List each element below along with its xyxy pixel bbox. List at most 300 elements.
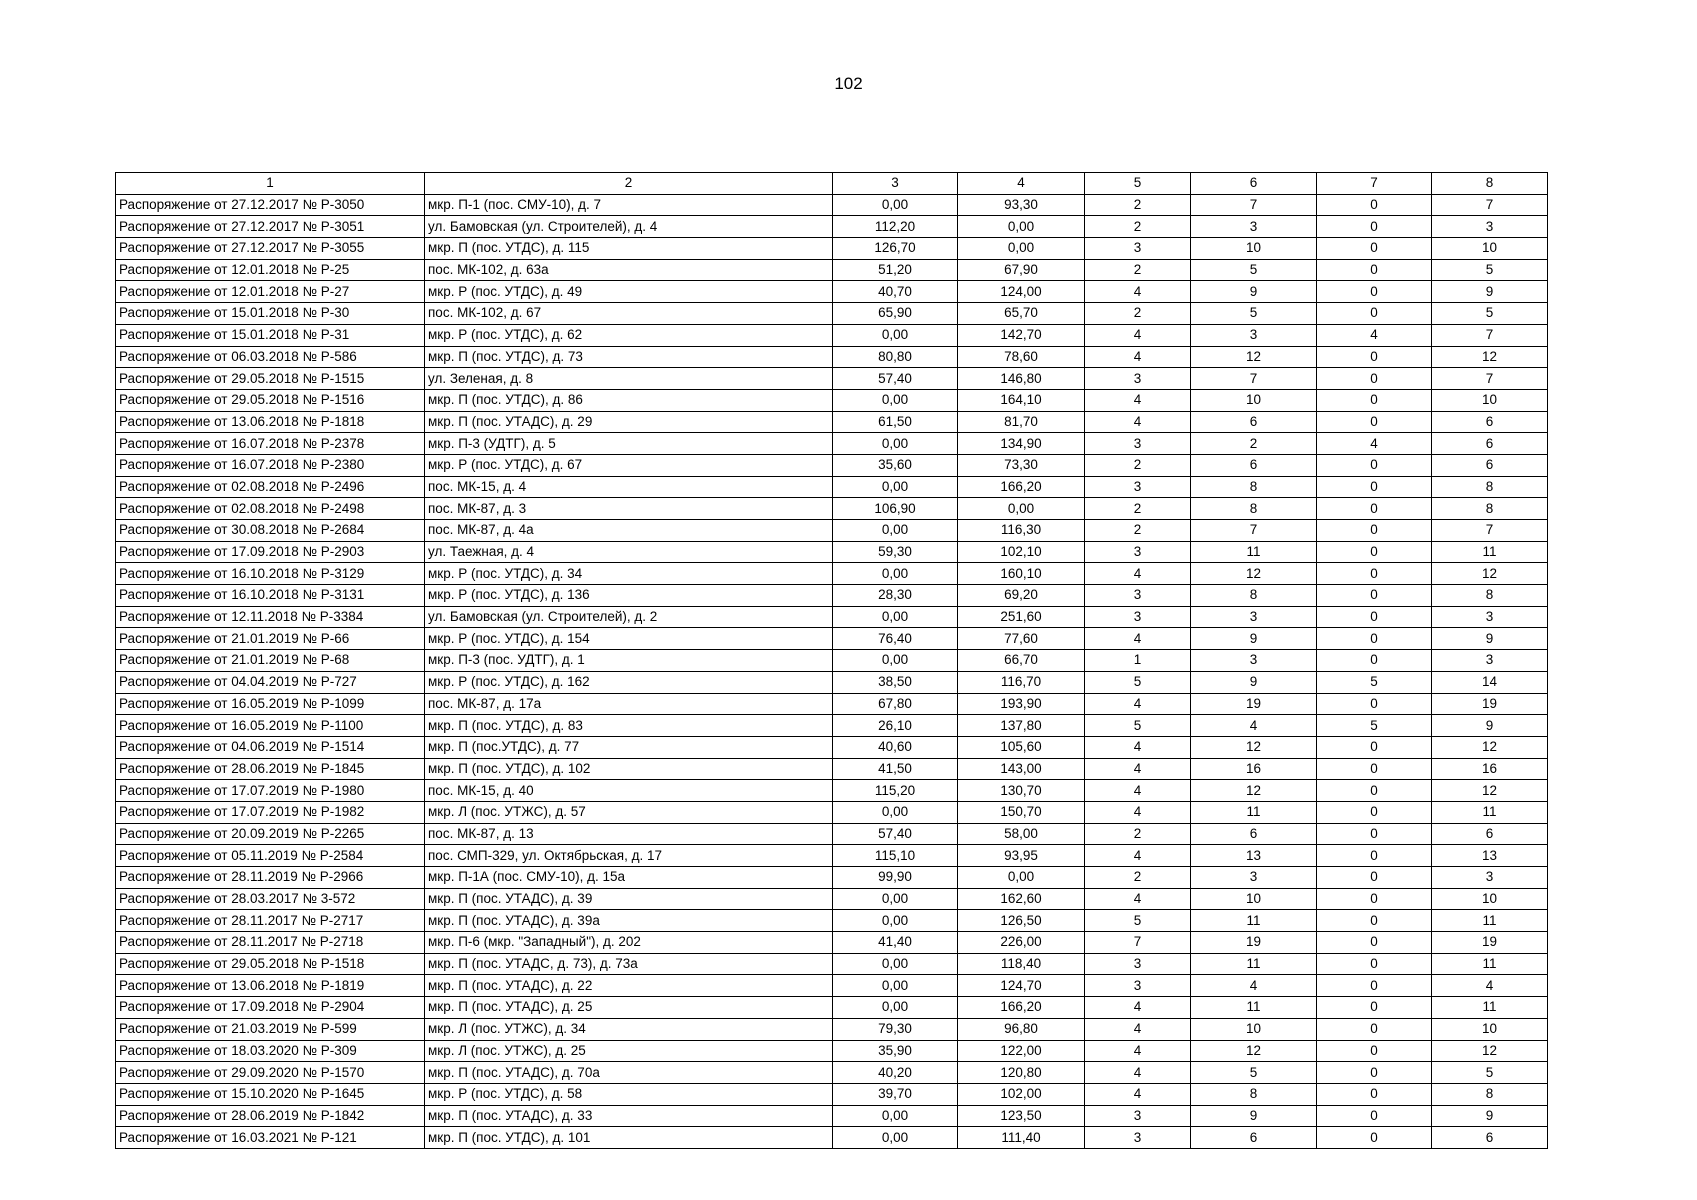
value-cell: 0,00 [833, 888, 958, 910]
count-cell: 11 [1432, 910, 1548, 932]
address-cell: мкр. П (пос. УТАДС), д. 39а [425, 910, 833, 932]
table-row [116, 628, 1548, 650]
value-cell: 57,40 [833, 823, 958, 845]
value-cell: 0,00 [833, 953, 958, 975]
count-cell: 6 [1432, 433, 1548, 455]
count-cell: 3 [1085, 975, 1191, 997]
value-cell: 93,30 [958, 194, 1085, 216]
value-cell: 96,80 [958, 1018, 1085, 1040]
count-cell: 10 [1191, 238, 1317, 260]
count-cell: 5 [1085, 715, 1191, 737]
count-cell: 3 [1085, 585, 1191, 607]
order-cell: Распоряжение от 15.01.2018 № Р-31 [116, 324, 425, 346]
count-cell: 6 [1191, 1127, 1317, 1149]
order-cell: Распоряжение от 27.12.2017 № Р-3050 [116, 194, 425, 216]
column-header: 2 [425, 173, 833, 195]
table-row [116, 715, 1548, 737]
count-cell: 3 [1432, 650, 1548, 672]
count-cell: 0 [1317, 259, 1432, 281]
count-cell: 2 [1085, 520, 1191, 542]
count-cell: 5 [1085, 671, 1191, 693]
count-cell: 12 [1432, 736, 1548, 758]
order-cell: Распоряжение от 15.10.2020 № Р-1645 [116, 1083, 425, 1105]
order-cell: Распоряжение от 12.11.2018 № Р-3384 [116, 606, 425, 628]
table-row [116, 932, 1548, 954]
count-cell: 4 [1085, 1040, 1191, 1062]
count-cell: 11 [1191, 997, 1317, 1019]
address-cell: мкр. П (пос. УТДС), д. 102 [425, 758, 833, 780]
count-cell: 0 [1317, 975, 1432, 997]
count-cell: 2 [1085, 194, 1191, 216]
count-cell: 19 [1432, 932, 1548, 954]
value-cell: 115,20 [833, 780, 958, 802]
count-cell: 8 [1191, 1083, 1317, 1105]
data-table [115, 172, 1548, 1149]
table-row [116, 346, 1548, 368]
value-cell: 150,70 [958, 801, 1085, 823]
value-cell: 59,30 [833, 541, 958, 563]
value-cell: 0,00 [833, 563, 958, 585]
order-cell: Распоряжение от 28.03.2017 № 3-572 [116, 888, 425, 910]
count-cell: 0 [1317, 476, 1432, 498]
value-cell: 58,00 [958, 823, 1085, 845]
value-cell: 69,20 [958, 585, 1085, 607]
order-cell: Распоряжение от 28.06.2019 № Р-1842 [116, 1105, 425, 1127]
column-header: 8 [1432, 173, 1548, 195]
count-cell: 2 [1085, 259, 1191, 281]
value-cell: 166,20 [958, 997, 1085, 1019]
address-cell: мкр. Р (пос. УТДС), д. 162 [425, 671, 833, 693]
value-cell: 65,70 [958, 303, 1085, 325]
count-cell: 0 [1317, 368, 1432, 390]
value-cell: 146,80 [958, 368, 1085, 390]
count-cell: 4 [1085, 563, 1191, 585]
count-cell: 0 [1317, 736, 1432, 758]
order-cell: Распоряжение от 17.07.2019 № Р-1980 [116, 780, 425, 802]
table-row [116, 563, 1548, 585]
value-cell: 162,60 [958, 888, 1085, 910]
order-cell: Распоряжение от 29.05.2018 № Р-1518 [116, 953, 425, 975]
table-row [116, 303, 1548, 325]
count-cell: 3 [1191, 324, 1317, 346]
count-cell: 0 [1317, 303, 1432, 325]
value-cell: 38,50 [833, 671, 958, 693]
order-cell: Распоряжение от 21.01.2019 № Р-68 [116, 650, 425, 672]
table-row [116, 975, 1548, 997]
table-row [116, 238, 1548, 260]
table-row [116, 1018, 1548, 1040]
address-cell: пос. МК-102, д. 63а [425, 259, 833, 281]
value-cell: 81,70 [958, 411, 1085, 433]
value-cell: 102,00 [958, 1083, 1085, 1105]
address-cell: мкр. П-3 (пос. УДТГ), д. 1 [425, 650, 833, 672]
count-cell: 6 [1432, 823, 1548, 845]
value-cell: 0,00 [833, 650, 958, 672]
address-cell: мкр. П-1А (пос. СМУ-10), д. 15а [425, 867, 833, 889]
count-cell: 4 [1191, 975, 1317, 997]
count-cell: 4 [1085, 324, 1191, 346]
order-cell: Распоряжение от 04.04.2019 № Р-727 [116, 671, 425, 693]
count-cell: 13 [1191, 845, 1317, 867]
value-cell: 41,40 [833, 932, 958, 954]
order-cell: Распоряжение от 29.09.2020 № Р-1570 [116, 1062, 425, 1084]
value-cell: 35,60 [833, 454, 958, 476]
count-cell: 0 [1317, 1018, 1432, 1040]
count-cell: 0 [1317, 346, 1432, 368]
count-cell: 8 [1191, 498, 1317, 520]
table-row [116, 585, 1548, 607]
value-cell: 99,90 [833, 867, 958, 889]
count-cell: 4 [1085, 758, 1191, 780]
value-cell: 137,80 [958, 715, 1085, 737]
count-cell: 12 [1432, 346, 1548, 368]
value-cell: 79,30 [833, 1018, 958, 1040]
order-cell: Распоряжение от 16.07.2018 № Р-2380 [116, 454, 425, 476]
count-cell: 4 [1085, 281, 1191, 303]
count-cell: 0 [1317, 953, 1432, 975]
value-cell: 77,60 [958, 628, 1085, 650]
count-cell: 4 [1317, 324, 1432, 346]
order-cell: Распоряжение от 15.01.2018 № Р-30 [116, 303, 425, 325]
count-cell: 11 [1432, 541, 1548, 563]
table-row [116, 845, 1548, 867]
count-cell: 2 [1191, 433, 1317, 455]
table-row [116, 671, 1548, 693]
order-cell: Распоряжение от 16.05.2019 № Р-1100 [116, 715, 425, 737]
value-cell: 160,10 [958, 563, 1085, 585]
count-cell: 19 [1191, 932, 1317, 954]
count-cell: 10 [1191, 389, 1317, 411]
count-cell: 7 [1432, 324, 1548, 346]
count-cell: 2 [1085, 216, 1191, 238]
count-cell: 9 [1432, 1105, 1548, 1127]
count-cell: 12 [1191, 1040, 1317, 1062]
table-row [116, 736, 1548, 758]
address-cell: мкр. П (пос. УТДС), д. 86 [425, 389, 833, 411]
count-cell: 4 [1085, 346, 1191, 368]
order-cell: Распоряжение от 12.01.2018 № Р-25 [116, 259, 425, 281]
count-cell: 5 [1191, 259, 1317, 281]
order-cell: Распоряжение от 18.03.2020 № Р-309 [116, 1040, 425, 1062]
value-cell: 164,10 [958, 389, 1085, 411]
value-cell: 0,00 [833, 975, 958, 997]
count-cell: 0 [1317, 216, 1432, 238]
value-cell: 35,90 [833, 1040, 958, 1062]
address-cell: пос. МК-87, д. 4а [425, 520, 833, 542]
count-cell: 0 [1317, 650, 1432, 672]
value-cell: 166,20 [958, 476, 1085, 498]
value-cell: 126,70 [833, 238, 958, 260]
value-cell: 65,90 [833, 303, 958, 325]
value-cell: 0,00 [833, 324, 958, 346]
order-cell: Распоряжение от 27.12.2017 № Р-3051 [116, 216, 425, 238]
value-cell: 118,40 [958, 953, 1085, 975]
count-cell: 10 [1191, 1018, 1317, 1040]
count-cell: 0 [1317, 888, 1432, 910]
column-header: 1 [116, 173, 425, 195]
count-cell: 0 [1317, 563, 1432, 585]
count-cell: 9 [1191, 628, 1317, 650]
count-cell: 10 [1432, 1018, 1548, 1040]
address-cell: мкр. Л (пос. УТЖС), д. 34 [425, 1018, 833, 1040]
table-row [116, 997, 1548, 1019]
table-row [116, 758, 1548, 780]
table-row [116, 194, 1548, 216]
value-cell: 123,50 [958, 1105, 1085, 1127]
address-cell: мкр. П-3 (УДТГ), д. 5 [425, 433, 833, 455]
order-cell: Распоряжение от 16.07.2018 № Р-2378 [116, 433, 425, 455]
order-cell: Распоряжение от 06.03.2018 № Р-586 [116, 346, 425, 368]
order-cell: Распоряжение от 28.06.2019 № Р-1845 [116, 758, 425, 780]
order-cell: Распоряжение от 16.10.2018 № Р-3129 [116, 563, 425, 585]
count-cell: 2 [1085, 867, 1191, 889]
column-header: 7 [1317, 173, 1432, 195]
page-number: 102 [834, 74, 863, 93]
count-cell: 3 [1432, 216, 1548, 238]
value-cell: 142,70 [958, 324, 1085, 346]
count-cell: 19 [1191, 693, 1317, 715]
address-cell: мкр. П (пос. УТДС), д. 101 [425, 1127, 833, 1149]
value-cell: 67,80 [833, 693, 958, 715]
count-cell: 0 [1317, 758, 1432, 780]
value-cell: 26,10 [833, 715, 958, 737]
count-cell: 8 [1191, 585, 1317, 607]
column-header: 3 [833, 173, 958, 195]
count-cell: 0 [1317, 454, 1432, 476]
address-cell: ул. Таежная, д. 4 [425, 541, 833, 563]
count-cell: 4 [1085, 780, 1191, 802]
value-cell: 116,30 [958, 520, 1085, 542]
count-cell: 7 [1432, 520, 1548, 542]
value-cell: 41,50 [833, 758, 958, 780]
count-cell: 4 [1085, 628, 1191, 650]
address-cell: мкр. П-6 (мкр. "Западный"), д. 202 [425, 932, 833, 954]
order-cell: Распоряжение от 12.01.2018 № Р-27 [116, 281, 425, 303]
count-cell: 3 [1085, 606, 1191, 628]
value-cell: 124,00 [958, 281, 1085, 303]
table-row [116, 433, 1548, 455]
count-cell: 8 [1191, 476, 1317, 498]
count-cell: 7 [1191, 520, 1317, 542]
count-cell: 0 [1317, 606, 1432, 628]
count-cell: 7 [1191, 194, 1317, 216]
count-cell: 14 [1432, 671, 1548, 693]
count-cell: 0 [1317, 1083, 1432, 1105]
value-cell: 51,20 [833, 259, 958, 281]
count-cell: 0 [1317, 1040, 1432, 1062]
count-cell: 0 [1317, 238, 1432, 260]
count-cell: 5 [1191, 1062, 1317, 1084]
count-cell: 4 [1085, 411, 1191, 433]
table-row [116, 910, 1548, 932]
address-cell: пос. МК-15, д. 4 [425, 476, 833, 498]
order-cell: Распоряжение от 13.06.2018 № Р-1818 [116, 411, 425, 433]
count-cell: 6 [1432, 454, 1548, 476]
value-cell: 28,30 [833, 585, 958, 607]
address-cell: мкр. П (пос. УТАДС), д. 39 [425, 888, 833, 910]
count-cell: 9 [1191, 1105, 1317, 1127]
table-row [116, 389, 1548, 411]
address-cell: мкр. Р (пос. УТДС), д. 62 [425, 324, 833, 346]
table-row [116, 953, 1548, 975]
value-cell: 105,60 [958, 736, 1085, 758]
count-cell: 9 [1191, 281, 1317, 303]
count-cell: 4 [1085, 736, 1191, 758]
count-cell: 8 [1432, 585, 1548, 607]
count-cell: 0 [1317, 194, 1432, 216]
count-cell: 0 [1317, 932, 1432, 954]
count-cell: 11 [1191, 801, 1317, 823]
table-row [116, 259, 1548, 281]
table-row [116, 888, 1548, 910]
count-cell: 0 [1317, 520, 1432, 542]
count-cell: 3 [1085, 368, 1191, 390]
value-cell: 0,00 [958, 498, 1085, 520]
count-cell: 7 [1432, 368, 1548, 390]
value-cell: 61,50 [833, 411, 958, 433]
count-cell: 3 [1085, 238, 1191, 260]
value-cell: 112,20 [833, 216, 958, 238]
count-cell: 10 [1432, 389, 1548, 411]
count-cell: 6 [1191, 411, 1317, 433]
value-cell: 0,00 [958, 238, 1085, 260]
column-header: 5 [1085, 173, 1191, 195]
count-cell: 0 [1317, 628, 1432, 650]
value-cell: 40,60 [833, 736, 958, 758]
address-cell: мкр. П (пос. УТАДС), д. 33 [425, 1105, 833, 1127]
count-cell: 3 [1085, 1127, 1191, 1149]
value-cell: 40,70 [833, 281, 958, 303]
table-row [116, 867, 1548, 889]
address-cell: мкр. П-1 (пос. СМУ-10), д. 7 [425, 194, 833, 216]
count-cell: 4 [1085, 801, 1191, 823]
value-cell: 93,95 [958, 845, 1085, 867]
table-row [116, 454, 1548, 476]
value-cell: 0,00 [958, 216, 1085, 238]
table-row [116, 1083, 1548, 1105]
table-row [116, 693, 1548, 715]
address-cell: мкр. Л (пос. УТЖС), д. 57 [425, 801, 833, 823]
count-cell: 0 [1317, 1127, 1432, 1149]
order-cell: Распоряжение от 05.11.2019 № Р-2584 [116, 845, 425, 867]
count-cell: 4 [1085, 1018, 1191, 1040]
count-cell: 10 [1432, 888, 1548, 910]
count-cell: 0 [1317, 585, 1432, 607]
value-cell: 124,70 [958, 975, 1085, 997]
address-cell: пос. МК-87, д. 3 [425, 498, 833, 520]
table-body [116, 173, 1548, 1149]
value-cell: 76,40 [833, 628, 958, 650]
value-cell: 226,00 [958, 932, 1085, 954]
order-cell: Распоряжение от 29.05.2018 № Р-1515 [116, 368, 425, 390]
order-cell: Распоряжение от 17.09.2018 № Р-2903 [116, 541, 425, 563]
count-cell: 10 [1191, 888, 1317, 910]
table-row [116, 1062, 1548, 1084]
value-cell: 115,10 [833, 845, 958, 867]
value-cell: 0,00 [833, 433, 958, 455]
address-cell: мкр. П (пос. УТАДС), д. 70а [425, 1062, 833, 1084]
table-row [116, 476, 1548, 498]
count-cell: 9 [1432, 715, 1548, 737]
count-cell: 2 [1085, 303, 1191, 325]
order-cell: Распоряжение от 17.09.2018 № Р-2904 [116, 997, 425, 1019]
value-cell: 251,60 [958, 606, 1085, 628]
count-cell: 6 [1432, 411, 1548, 433]
count-cell: 6 [1432, 1127, 1548, 1149]
order-cell: Распоряжение от 17.07.2019 № Р-1982 [116, 801, 425, 823]
table-row [116, 1127, 1548, 1149]
count-cell: 0 [1317, 1105, 1432, 1127]
address-cell: мкр. Л (пос. УТЖС), д. 25 [425, 1040, 833, 1062]
value-cell: 67,90 [958, 259, 1085, 281]
count-cell: 3 [1085, 476, 1191, 498]
order-cell: Распоряжение от 16.05.2019 № Р-1099 [116, 693, 425, 715]
count-cell: 8 [1432, 476, 1548, 498]
order-cell: Распоряжение от 27.12.2017 № Р-3055 [116, 238, 425, 260]
table-row [116, 368, 1548, 390]
value-cell: 0,00 [833, 997, 958, 1019]
address-cell: мкр. Р (пос. УТДС), д. 49 [425, 281, 833, 303]
address-cell: пос. МК-102, д. 67 [425, 303, 833, 325]
order-cell: Распоряжение от 21.03.2019 № Р-599 [116, 1018, 425, 1040]
count-cell: 9 [1191, 671, 1317, 693]
order-cell: Распоряжение от 02.08.2018 № Р-2496 [116, 476, 425, 498]
count-cell: 3 [1085, 433, 1191, 455]
count-cell: 0 [1317, 801, 1432, 823]
count-cell: 3 [1191, 216, 1317, 238]
count-cell: 0 [1317, 541, 1432, 563]
value-cell: 40,20 [833, 1062, 958, 1084]
order-cell: Распоряжение от 16.03.2021 № Р-121 [116, 1127, 425, 1149]
value-cell: 126,50 [958, 910, 1085, 932]
order-cell: Распоряжение от 13.06.2018 № Р-1819 [116, 975, 425, 997]
count-cell: 11 [1191, 910, 1317, 932]
table-row [116, 1040, 1548, 1062]
address-cell: ул. Бамовская (ул. Строителей), д. 2 [425, 606, 833, 628]
count-cell: 1 [1085, 650, 1191, 672]
order-cell: Распоряжение от 29.05.2018 № Р-1516 [116, 389, 425, 411]
value-cell: 0,00 [833, 910, 958, 932]
value-cell: 73,30 [958, 454, 1085, 476]
count-cell: 0 [1317, 997, 1432, 1019]
address-cell: мкр. Р (пос. УТДС), д. 136 [425, 585, 833, 607]
count-cell: 2 [1085, 498, 1191, 520]
address-cell: мкр. П (пос. УТАДС), д. 29 [425, 411, 833, 433]
count-cell: 0 [1317, 910, 1432, 932]
address-cell: мкр. Р (пос. УТДС), д. 34 [425, 563, 833, 585]
count-cell: 8 [1432, 1083, 1548, 1105]
address-cell: мкр. П (пос. УТДС), д. 73 [425, 346, 833, 368]
value-cell: 193,90 [958, 693, 1085, 715]
column-header: 4 [958, 173, 1085, 195]
count-cell: 12 [1191, 346, 1317, 368]
count-cell: 5 [1085, 910, 1191, 932]
count-cell: 4 [1317, 433, 1432, 455]
count-cell: 2 [1085, 823, 1191, 845]
count-cell: 7 [1191, 368, 1317, 390]
count-cell: 0 [1317, 498, 1432, 520]
value-cell: 0,00 [833, 606, 958, 628]
order-cell: Распоряжение от 16.10.2018 № Р-3131 [116, 585, 425, 607]
order-cell: Распоряжение от 21.01.2019 № Р-66 [116, 628, 425, 650]
count-cell: 0 [1317, 281, 1432, 303]
address-cell: мкр. П (пос. УТДС), д. 115 [425, 238, 833, 260]
count-cell: 6 [1191, 823, 1317, 845]
count-cell: 0 [1317, 845, 1432, 867]
count-cell: 0 [1317, 693, 1432, 715]
value-cell: 39,70 [833, 1083, 958, 1105]
count-cell: 19 [1432, 693, 1548, 715]
